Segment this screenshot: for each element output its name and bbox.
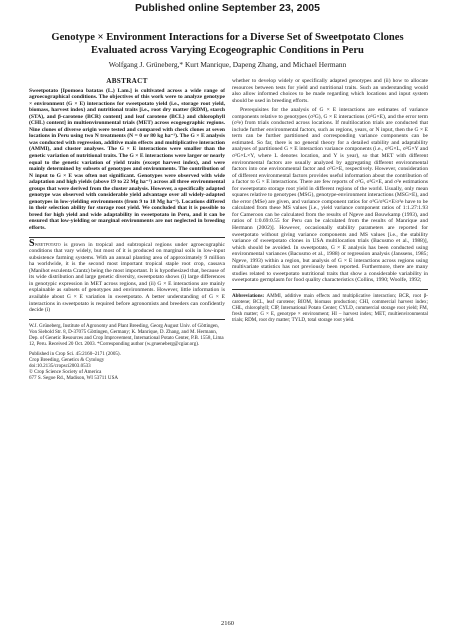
body-paragraph-1: whether to develop widely or specifically adapted genotypes and (ii) how to allocate resources between tests for yield and nutritional traits. Such an understanding would also allow informed choices to be made regarding which locations and input system should be used in breeding efforts. <box>232 78 428 104</box>
intro-lead-word: weetpotato <box>34 241 61 248</box>
author-affiliation-footnote: W.J. Grüneberg, Institute of Agronomy and Plant Breeding, Georg August Univ. of Göttingen, Von Siebold Str. 8, D-37075 Göttingen, Germany; K. Manrique, D. Zhang, and M. Hermann, Dep. of Genetic Resources and Crop Improvement, International Potato Center, P.B. 1558, Lima 12, Peru. Received 20 Oct. 2003. *Corresponding author (w.grueneberg@cgiar.org). <box>29 322 224 347</box>
section-divider <box>29 237 225 238</box>
introduction-paragraph <box>29 237 225 314</box>
publication-address: 677 S. Segoe Rd., Madison, WI 53711 USA <box>29 375 119 382</box>
publication-citation: Published in Crop Sci. 45:2160–2171 (2005). <box>29 350 121 357</box>
abbreviations-text: AMMI, additive main effects and multiplicative interaction; BCR, root β-carotene; BCL, leaf carotene; BIOM, biomass production; CHI, commercial harvest index; CHL, chlorophyll; CIP, International Potato Center; CYLD, commercial storage root yield; FM, fresh matter; G × E, genotype × environment; HI – harvest index; MET, multienvironmental trials; RDM, root dry matter; TYLD, total storage root yield. <box>232 292 428 324</box>
article-title <box>20 32 435 57</box>
article-title-line-1: Genotype × Environment Interactions for a Diverse Set of Sweetpotato Clones <box>51 32 404 43</box>
footnote-divider <box>29 319 225 320</box>
publication-copyright: © Crop Science Society of America <box>29 369 102 376</box>
left-column <box>29 78 225 381</box>
publication-section: Crop Breeding, Genetics & Cytology <box>29 357 105 364</box>
publication-doi: doi:10.2135/cropsci2003.0533 <box>29 363 91 370</box>
published-online-banner: Published online September 23, 2005 <box>135 2 320 14</box>
abstract-heading: ABSTRACT <box>106 77 148 85</box>
publication-info <box>29 351 225 381</box>
drop-cap: S <box>29 237 35 249</box>
abbreviations-label: Abbreviations: <box>232 292 265 299</box>
intro-text: is grown in tropical and subtropical regions under agroecographic conditions that vary widely, but most of it is produced on marginal soils in low-input subsistence farming systems. With an annual planting area of approximately 9 million ha worldwide, it is the second most important tropical staple root crop, cassava (Manihot esculenta Crantz) being the most important. It is hypothesized that, because of its wide distribution and large genetic diversity, sweetpotato shows (i) large differences in genotypic expression in MET across regions, and (ii) G × E interactions are mainly explainable as subsets of genotypes and environments. However, little information is available about G × E variation in sweetpotato. A better understanding of G × E interactions in sweetpotato is required before agronomists and breeders can confidently decide (i) <box>29 241 225 314</box>
right-column <box>232 78 428 323</box>
page-number: 2160 <box>221 620 234 627</box>
article-title-line-2: Evaluated across Varying Ecogeographic Conditions in Peru <box>91 44 364 56</box>
body-paragraph-2: Prerequisites for the analysis of G × E interactions are estimates of variance components relative to genotypes (σ²G), G × E interactions (σ²G×E), and the error term (σ²e) from trials conducted across locations. If multilocation trials are conducted that include further environmental factors, such as regions, years, or N input, then the G × E term can be further partitioned and corresponding variance components can be estimated. So far, there is no general theory for a detailed stability and adaptability analyses of partitioned G × E interaction variance components (i.e., σ²G×L, σ²G×Y and σ²G×L×Y, where L denotes location, and Y is year), so that MET with different environmental factors are usually analyzed by aggregating different environmental factors into one environmental factor and σ²G×E, respectively. However, consideration of different environmental factors provides useful information about the contribution of a factor to G × E interactions. There are few reports of σ²G, σ²G×E, and σ²e estimations for sweetpotato storage root yield in different regions of the world. Usually, only mean squares relative to genotypes (MSG), genotype-environment interactions (MSG×E), and the error (MSe) are given, and variance component ratios for σ²G/σ²G×E/σ²e have to be calculated from these MS values [i.e., yield variance component ratios of 1:1.27:1.93 for Cameroon can be calculated from the results of Ngeve and Bouwkamp (1993), and ratios of 1:0.69:0.55 for Peru can be calculated from the results of Manrique and Hermann (2002)]. However, occasionally stability parameters are reported for sweetpotato without giving variance components and MS values [i.e., the stability variance of sweetpotato clones in USA multilocation trials (Bacusmo et al., 1988)], which should be avoided. In sweetpotato, G × E analysis has been conducted using environmental variances (Bacusmo et al., 1988) or regression analysis (Janssens, 1985; Ngeve, 1993) within a region, but analysis of G × E interactions across regions using multivariate statistics has not previously been reported. Furthermore, there are many studies related to sweetpotato nutritional traits that show a considerable variability in sweetpotato germplasm for food quality characteristics (Collins, 1990; Woolfe, 1992; <box>232 107 428 284</box>
author-list: Wolfgang J. Grüneberg,* Kurt Manrique, Dapeng Zhang, and Michael Hermann <box>108 60 347 69</box>
abstract-text: Sweetpotato [Ipomoea batatas (L.) Lam.] is cultivated across a wide range of agroecographical conditions. The objectives of this work were to analyze genotype × environment (G × E) interactions for sweetpotato yield (i.e., storage root yield, biomass, harvest index) and nutritional traits [i.e., root dry matter (RDM), starch (STA), and β-carotene (BCR) content] and leaf carotene (BCL) and chlorophyll (CHL) content] in multienvironmental trials (MET) across ecogeographic regions. Nine clones of diverse origin were tested and compared with check clones at seven locations in Peru using two N treatments (N = 0 or 80 kg ha⁻¹). The G × E analysis was conducted with regression, additive main effects and multiplicative interaction (AMMI), and cluster analyses. The G × E interactions were smaller than the genetic variation of nutritional traits. The G × E interactions were larger or nearly equal to the genetic variation of yield traits (except harvest index), and were mainly determined by subsets of genotypes and environments. The contribution of N input to G × E was often not significant. Genotypes were observed with wide adaptation and high yields (above 19 to 22 Mg ha⁻¹) across all three environmental groups that were derived from the cluster analysis. However, a specifically adapted genotype was observed with considerable yield advantage over all widely-adapted genotypes in low-yielding environments (from 9 to 18 Mg ha⁻¹). Locations differed in their selection ability for storage root yield. We concluded that it is possible to breed for high yield and wide adaptability in sweetpotato in Peru, and it can be ensured that low-yielding or marginal environments are not neglected in breeding efforts. <box>29 87 225 232</box>
abbreviations-footnote <box>232 293 428 323</box>
abbreviations-divider <box>232 289 428 290</box>
